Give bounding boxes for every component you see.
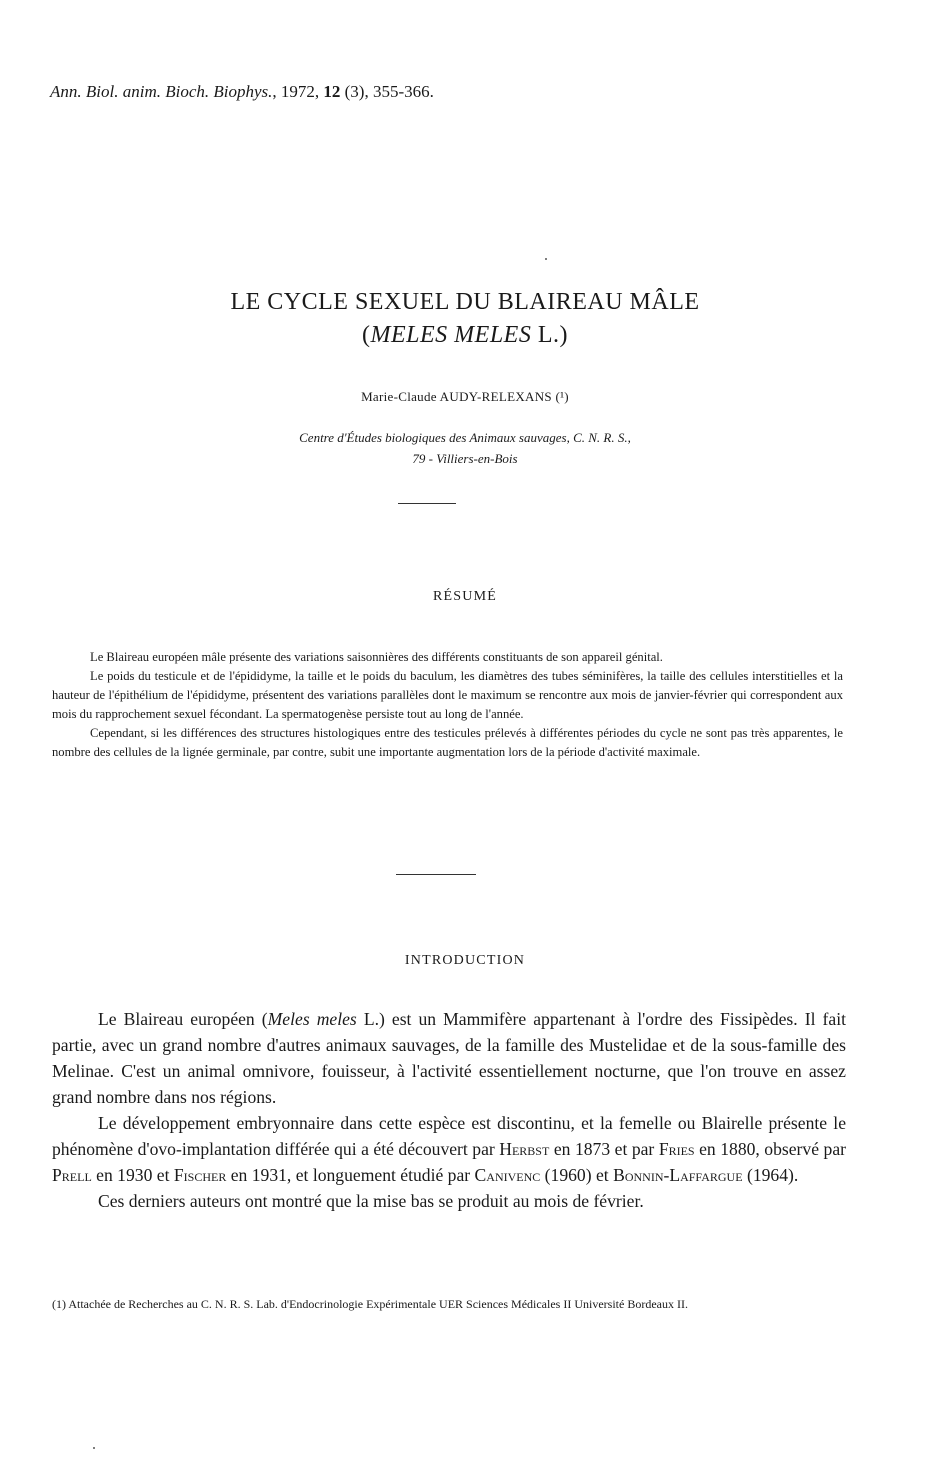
text-run: (1960) et [540,1165,614,1185]
title-species: MELES MELES [370,322,532,348]
speck-mark [545,258,547,260]
abstract-paragraph: Cependant, si les différences des structures histologiques entre des testicules prélevés à différentes périodes du cycle ne sont pas très apparentes, le nombre des cellules de la lignée germinale, par contre, subit une importante augmentation lors de la période d'activité maximale. [52,726,843,759]
text-run: Le Blaireau européen ( [98,1009,268,1029]
abstract-paragraph: Le Blaireau européen mâle présente des variations saisonnières des différents constituants de son appareil génital. [90,650,663,664]
author-name: Fries [658,1139,695,1159]
abstract [52,648,843,762]
intro-paragraph [52,1006,846,1110]
speck-mark [93,1447,95,1449]
text-run: L.) est un Mammifère appartenant à l'ordre des Fissipèdes. Il fait partie, avec un grand nombre d'autres animaux sauvages, de la famille des Mustelidae et de la sous-famille des Melinae. C'est un animal omnivore, fouisseur, à l'activité essentiellement nocturne, que l'on trouve en assez grand nombre dans nos régions. [52,1009,846,1107]
text-run: en 1930 et [91,1165,174,1185]
footnote-text: Attachée de Recherches au C. N. R. S. Lab. d'Endocrinologie Expérimentale UER Sciences Médicales II Université Bordeaux II. [66,1297,688,1311]
text-run: en 1880, observé par [694,1139,846,1159]
author: Marie-Claude AUDY-RELEXANS (¹) [361,389,569,404]
affiliation-line-1: Centre d'Études biologiques des Animaux sauvages, C. N. R. S., [299,430,631,445]
title-line-1: LE CYCLE SEXUEL DU BLAIREAU MÂLE [230,289,700,315]
citation-volume: 12 [323,82,341,101]
author-name: Bonnin-Laffargue [613,1165,743,1185]
text-run: en 1873 et par [549,1139,659,1159]
footnote-mark: (1) [52,1297,66,1311]
journal-name: Ann. Biol. anim. Bioch. Biophys. [50,82,273,101]
abstract-paragraph: Le poids du testicule et de l'épididyme, la taille et le poids du baculum, les diamètres des tubes séminifères, la taille des cellules interstitielles et la hauteur de l'épithélium de l'épididyme, présentent des variations parallèles dont le maximum se rencontre aux mois de janvier-février qui correspondent aux mois du rapprochement sexuel fécondant. La spermatogenèse persiste tout au long de l'année. [52,669,843,721]
title-line-2 [0,322,930,349]
author-name: Herbst [499,1139,550,1159]
title-open-paren: ( [362,322,371,348]
title-close: L.) [531,322,568,348]
author-name: Prell [52,1165,92,1185]
intro-paragraph: Ces derniers auteurs ont montré que la mise bas se produit au mois de février. [98,1191,644,1211]
introduction-body [52,1006,846,1214]
introduction-heading: INTRODUCTION [404,953,526,968]
divider [396,874,476,875]
journal-citation [50,82,434,102]
citation-pages: (3), 355-366. [340,82,434,101]
resume-heading: RÉSUMÉ [433,589,497,604]
author-name: Fischer [173,1165,227,1185]
intro-paragraph [52,1110,846,1188]
author-name: Canivenc [474,1165,541,1185]
text-run: Le développement embryonnaire dans cette espèce est discontinu, et la femelle ou Blairelle présente le phénomène d'ovo-implantation différée qui a été découvert par [52,1113,846,1159]
text-run: en 1931, et longuement étudié par [226,1165,475,1185]
footnote [52,1297,842,1312]
affiliation-line-2: 79 - Villiers-en-Bois [412,451,518,466]
citation-year: , 1972, [272,82,324,101]
text-run: (1964). [742,1165,799,1185]
species-name: Meles meles [267,1009,357,1029]
divider [398,503,456,504]
